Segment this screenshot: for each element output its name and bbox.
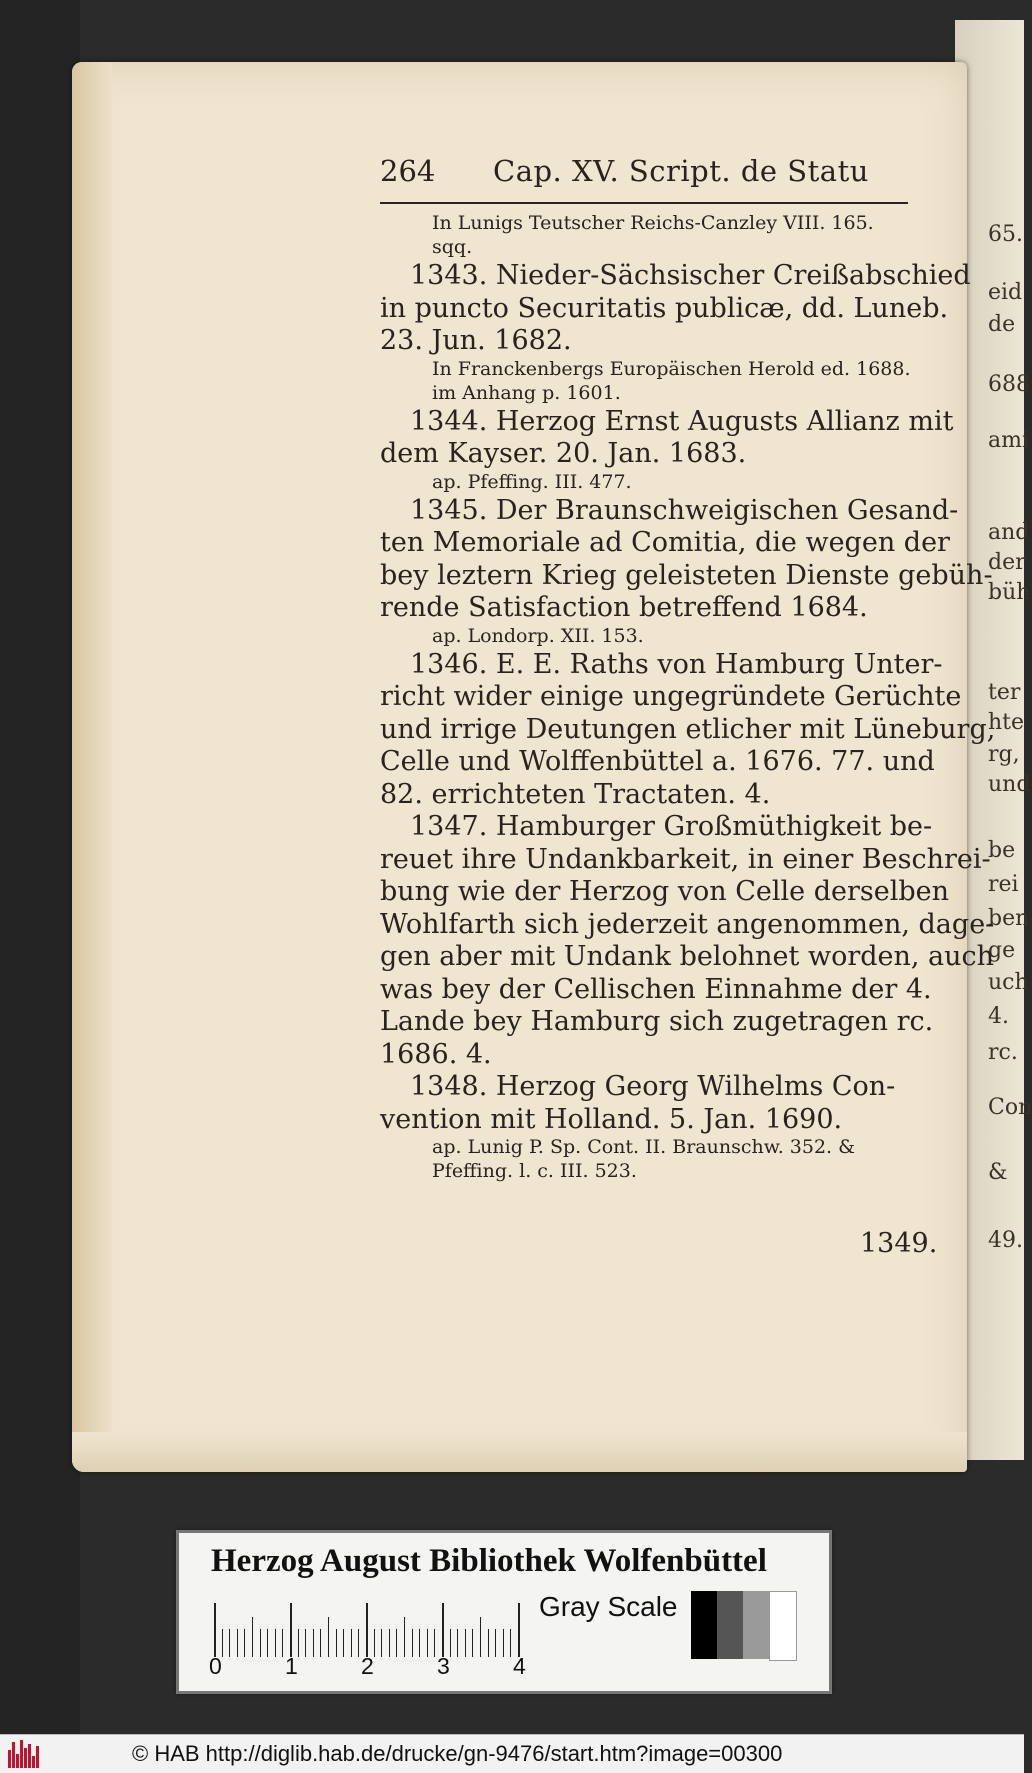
gray-scale-card bbox=[176, 1530, 832, 1694]
neighbor-fragment: ben bbox=[988, 906, 1030, 931]
ruler-tick bbox=[434, 1629, 435, 1657]
text-line: 1343. Nieder-Sächsischer Creißabschied bbox=[410, 260, 971, 291]
ruler bbox=[214, 1603, 524, 1657]
neighbor-fragment: 4. bbox=[988, 1004, 1009, 1029]
ruler-tick bbox=[381, 1629, 382, 1657]
text-line: 82. errichteten Tractaten. 4. bbox=[380, 778, 771, 810]
text-line: ap. Londorp. XII. 153. bbox=[432, 624, 644, 647]
ruler-number-0: 0 bbox=[209, 1653, 222, 1679]
ruler-tick bbox=[389, 1629, 390, 1657]
neighbor-fragment: rei bbox=[988, 872, 1019, 897]
ruler-tick bbox=[457, 1629, 458, 1657]
text-line: Wohlfarth sich jederzeit angenommen, dage- bbox=[380, 908, 995, 940]
gray-scale-label: Gray Scale bbox=[539, 1591, 678, 1622]
text-line: 1345. Der Braunschweigischen Gesand- bbox=[410, 494, 959, 526]
ruler-tick bbox=[518, 1603, 520, 1657]
ruler-tick bbox=[351, 1629, 352, 1657]
ruler-tick bbox=[442, 1603, 444, 1657]
text-line: ap. Pfeffing. III. 477. bbox=[432, 470, 632, 493]
scan-background-left bbox=[0, 0, 80, 1772]
ruler-tick bbox=[396, 1629, 397, 1657]
text-line: richt wider einige ungegründete Gerüchte bbox=[380, 681, 962, 712]
text-line: reuet ihre Undankbarkeit, in einer Beschrei- bbox=[380, 843, 991, 875]
ruler-tick bbox=[290, 1603, 292, 1657]
text-line: sqq. bbox=[432, 236, 473, 258]
text-line: ap. Lunig P. Sp. Cont. II. Braunschw. 352. & bbox=[432, 1136, 856, 1158]
logo-bar bbox=[12, 1742, 15, 1768]
neighbor-fragment: ter bbox=[988, 680, 1021, 705]
text-line: in puncto Securitatis publicæ, dd. Luneb. bbox=[380, 292, 949, 324]
ruler-tick bbox=[480, 1617, 481, 1657]
text-line: vention mit Holland. 5. Jan. 1690. bbox=[380, 1103, 843, 1135]
ruler-tick bbox=[427, 1629, 428, 1657]
neighbor-fragment: and bbox=[988, 520, 1030, 545]
ruler-number-2: 2 bbox=[361, 1653, 374, 1679]
text-line: gen aber mit Undank belohnet worden, auch bbox=[380, 941, 995, 972]
text-line: 1347. Hamburger Großmüthigkeit be- bbox=[410, 811, 933, 842]
text-line: im Anhang p. 1601. bbox=[432, 381, 621, 404]
library-title: Herzog August Bibliothek Wolfenbüttel bbox=[211, 1543, 767, 1579]
ruler-tick bbox=[510, 1629, 511, 1657]
text-line: Lande bey Hamburg sich zugetragen rc. bbox=[380, 1006, 934, 1037]
text-line: rende Satisfaction betreffend 1684. bbox=[380, 592, 868, 623]
text-line: Pfeffing. l. c. III. 523. bbox=[432, 1160, 637, 1182]
ruler-tick bbox=[419, 1629, 420, 1657]
text-line: und irrige Deutungen etlicher mit Lüneburg, bbox=[380, 713, 996, 745]
ruler-tick bbox=[320, 1629, 321, 1657]
swatch-black bbox=[691, 1591, 717, 1659]
ruler-tick bbox=[237, 1629, 238, 1657]
ruler-tick bbox=[366, 1603, 368, 1657]
ruler-tick bbox=[495, 1629, 496, 1657]
neighbor-fragment: 688 bbox=[988, 372, 1030, 397]
ruler-number-1: 1 bbox=[285, 1653, 298, 1679]
ruler-tick bbox=[328, 1617, 329, 1657]
ruler-tick bbox=[488, 1629, 489, 1657]
neighbor-fragment: Con bbox=[988, 1095, 1032, 1120]
neighbor-fragment: eid bbox=[988, 280, 1023, 305]
ruler-tick bbox=[404, 1617, 405, 1657]
page-edge-shadow bbox=[72, 62, 112, 1472]
ruler-tick bbox=[358, 1629, 359, 1657]
ruler-tick bbox=[412, 1629, 413, 1657]
running-header bbox=[380, 154, 910, 198]
running-head-title: Cap. XV. Script. de Statu bbox=[493, 154, 869, 188]
ruler-tick bbox=[229, 1629, 230, 1657]
text-line: In Franckenbergs Europäischen Herold ed. 1688. bbox=[432, 357, 911, 380]
ruler-tick bbox=[267, 1629, 268, 1657]
footer-bar bbox=[0, 1734, 1024, 1773]
text-line: Celle und Wolffenbüttel a. 1676. 77. und bbox=[380, 746, 935, 777]
text-line: 1686. 4. bbox=[380, 1038, 492, 1070]
ruler-tick bbox=[313, 1629, 314, 1657]
text-line: 1348. Herzog Georg Wilhelms Con- bbox=[410, 1071, 896, 1102]
ruler-tick bbox=[343, 1629, 344, 1657]
text-line: 1344. Herzog Ernst Augusts Allianz mit bbox=[410, 405, 954, 437]
text-line: In Lunigs Teutscher Reichs-Canzley VIII. 165. bbox=[432, 212, 874, 234]
neighbor-fragment: de bbox=[988, 312, 1016, 337]
logo-bar bbox=[16, 1754, 19, 1768]
neighbor-fragment: ge bbox=[988, 938, 1016, 963]
neighbor-fragment: rc. bbox=[988, 1040, 1018, 1065]
ruler-number-3: 3 bbox=[437, 1653, 450, 1679]
neighbor-fragment: und bbox=[988, 772, 1031, 797]
text-line: ten Memoriale ad Comitia, die wegen der bbox=[380, 527, 950, 558]
logo-bar bbox=[20, 1740, 23, 1768]
footer-copyright-url: © HAB http://diglib.hab.de/drucke/gn-9476/start.htm?image=00300 bbox=[132, 1741, 783, 1766]
text-line: dem Kayser. 20. Jan. 1683. bbox=[380, 438, 747, 469]
neighbor-fragment: be bbox=[988, 838, 1016, 863]
logo-bar bbox=[24, 1748, 27, 1768]
text-line: bung wie der Herzog von Celle derselben bbox=[380, 876, 950, 907]
ruler-tick bbox=[282, 1629, 283, 1657]
text-line: 23. Jun. 1682. bbox=[380, 325, 572, 356]
ruler-tick bbox=[260, 1629, 261, 1657]
neighbor-fragment: 65. bbox=[988, 222, 1023, 247]
neighbor-fragment: der bbox=[988, 550, 1026, 575]
logo-bar bbox=[36, 1746, 39, 1768]
neighbor-fragment: & bbox=[988, 1160, 1008, 1185]
ruler-tick bbox=[244, 1629, 245, 1657]
ruler-tick bbox=[275, 1629, 276, 1657]
ruler-number-4: 4 bbox=[513, 1653, 526, 1679]
ruler-tick bbox=[214, 1603, 216, 1657]
logo-bar bbox=[32, 1756, 35, 1768]
text-line: 1346. E. E. Raths von Hamburg Unter- bbox=[410, 648, 943, 680]
ruler-tick bbox=[472, 1629, 473, 1657]
text-line: was bey der Cellischen Einnahme der 4. bbox=[380, 973, 932, 1005]
ruler-tick bbox=[305, 1629, 306, 1657]
logo-bar bbox=[8, 1750, 11, 1768]
logo-bar bbox=[28, 1744, 31, 1768]
ruler-tick bbox=[336, 1629, 337, 1657]
text-line: bey leztern Krieg geleisteten Dienste gebüh- bbox=[380, 559, 993, 591]
swatch-light-gray bbox=[743, 1591, 769, 1659]
page-number: 264 bbox=[380, 154, 436, 188]
ruler-tick bbox=[252, 1617, 253, 1657]
swatch-white bbox=[769, 1591, 797, 1661]
ruler-tick bbox=[503, 1629, 504, 1657]
neighbor-fragment: uch bbox=[988, 970, 1029, 995]
neighbor-fragment: 49. bbox=[988, 1228, 1023, 1253]
neighbor-fragment: hte bbox=[988, 710, 1025, 735]
neighbor-fragment: rg, bbox=[988, 742, 1020, 767]
hab-logo-icon bbox=[8, 1740, 42, 1768]
catchword: 1349. bbox=[860, 1228, 938, 1259]
page-bottom-edge bbox=[72, 1432, 967, 1472]
ruler-tick bbox=[465, 1629, 466, 1657]
neighbor-fragment: ami bbox=[988, 428, 1030, 453]
neighbor-fragment: büh bbox=[988, 580, 1031, 605]
header-rule bbox=[380, 202, 908, 204]
swatch-dark-gray bbox=[717, 1591, 743, 1659]
